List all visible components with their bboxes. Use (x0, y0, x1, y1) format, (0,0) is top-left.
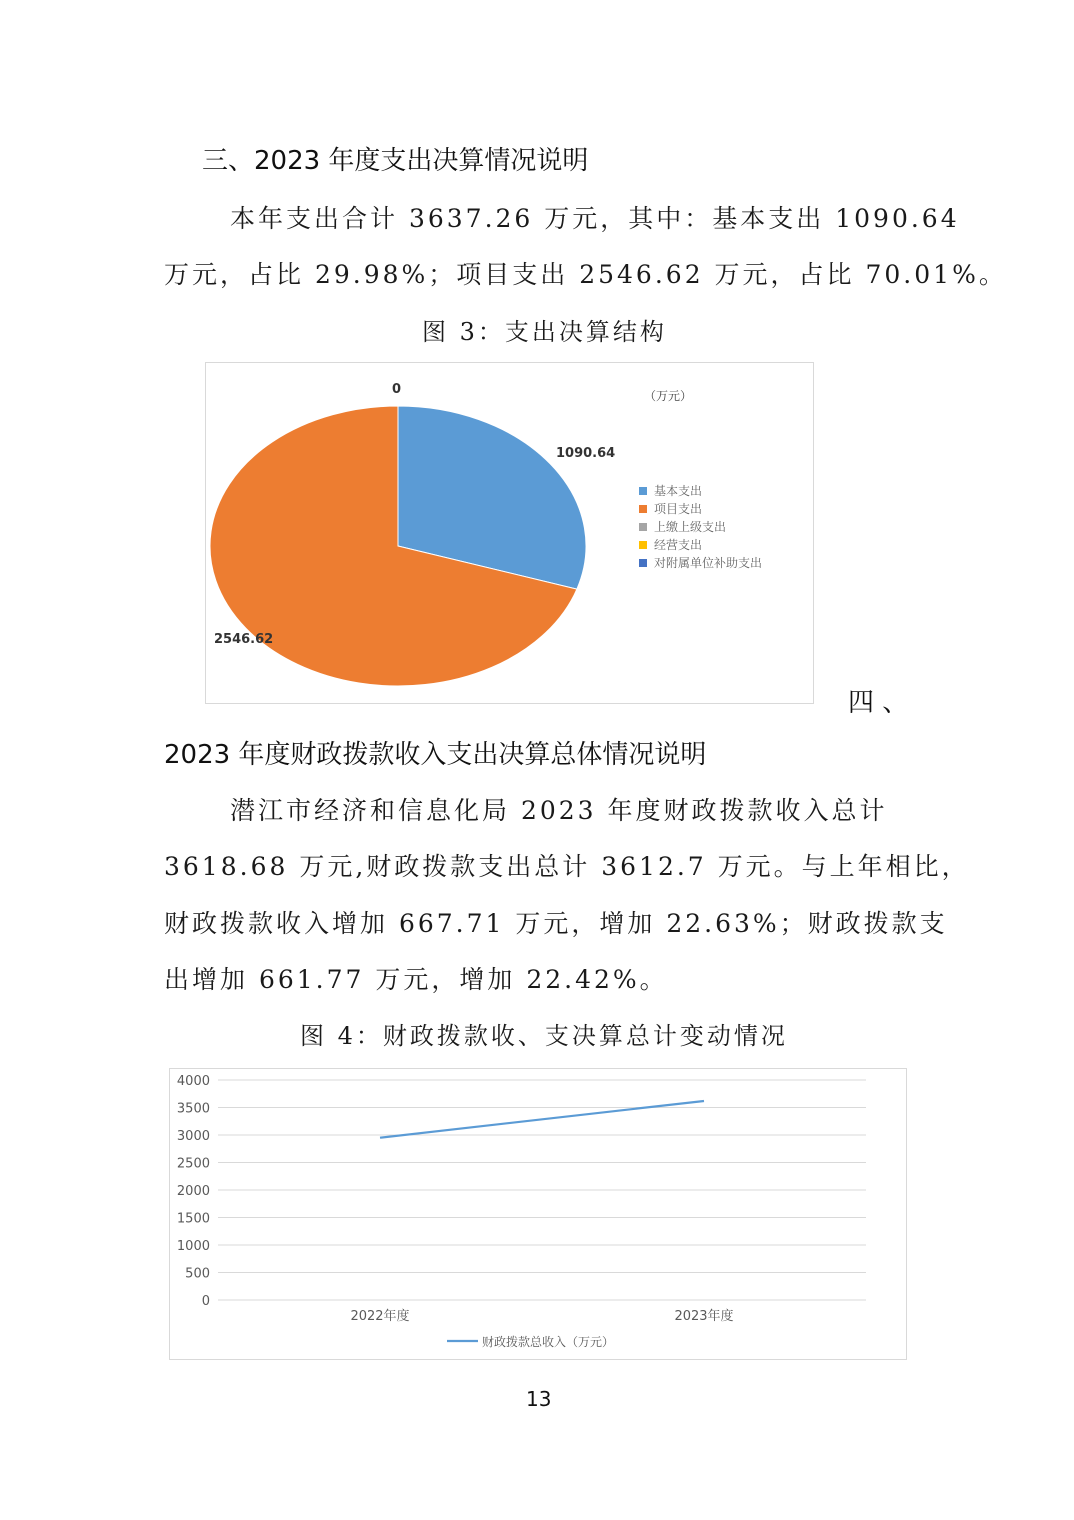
y-tick-label: 1500 (176, 1211, 210, 1227)
pie-unit-label: （万元） (644, 389, 693, 403)
line-chart (170, 1069, 906, 1359)
figure3-caption: 图 3：支出决算结构 (422, 318, 667, 346)
page-number: 13 (526, 1387, 552, 1411)
y-tick-label: 2500 (176, 1156, 210, 1172)
legend-label: 上缴上级支出 (654, 520, 727, 534)
legend-label: 对附属单位补助支出 (654, 556, 763, 570)
y-tick-label: 4000 (176, 1074, 210, 1089)
pie-data-label: 2546.62 (214, 632, 274, 647)
y-tick-label: 500 (185, 1266, 210, 1282)
pie-data-label: 0 (392, 382, 402, 397)
pie-chart-frame (205, 362, 814, 704)
legend-label: 基本支出 (654, 484, 703, 498)
y-tick-label: 1000 (176, 1239, 210, 1254)
x-tick-label: 2022年度 (350, 1309, 410, 1324)
section4-paragraph-line3: 财政拨款收入增加 667.71 万元，增加 22.63%；财政拨款支 (164, 909, 948, 938)
section3-paragraph-line2: 万元，占比 29.98%；项目支出 2546.62 万元，占比 70.01%。 (164, 260, 1007, 289)
section4-paragraph-line1: 潜江市经济和信息化局 2023 年度财政拨款收入总计 (230, 796, 888, 825)
pie-data-label: 1090.64 (556, 446, 616, 461)
section4-paragraph-line2: 3618.68 万元,财政拨款支出总计 3612.7 万元。与上年相比， (164, 852, 970, 881)
legend-label: 项目支出 (654, 502, 703, 516)
legend-swatch (639, 541, 647, 549)
y-tick-label: 0 (201, 1294, 210, 1309)
legend-swatch (639, 559, 647, 567)
figure4-caption: 图 4：财政拨款收、支决算总计变动情况 (300, 1022, 788, 1050)
legend-label: 经营支出 (654, 538, 703, 552)
section4-heading: 2023 年度财政拨款收入支出决算总体情况说明 (164, 740, 707, 770)
legend-swatch (639, 487, 647, 495)
section3-paragraph-line1: 本年支出合计 3637.26 万元，其中：基本支出 1090.64 (230, 204, 960, 233)
series-line (380, 1101, 704, 1138)
y-tick-label: 3000 (176, 1129, 210, 1144)
pie-chart (206, 363, 813, 703)
legend-label: 财政拨款总收入（万元） (482, 1335, 615, 1349)
y-tick-label: 3500 (176, 1101, 210, 1117)
line-chart-frame (169, 1068, 907, 1360)
legend-swatch (639, 523, 647, 531)
section4-heading-prefix: 四 、 (848, 688, 909, 718)
section3-heading: 三、2023 年度支出决算情况说明 (202, 146, 589, 176)
y-tick-label: 2000 (176, 1184, 210, 1199)
legend-swatch (639, 505, 647, 513)
section4-paragraph-line4: 出增加 661.77 万元，增加 22.42%。 (164, 965, 668, 994)
x-tick-label: 2023年度 (674, 1309, 734, 1324)
